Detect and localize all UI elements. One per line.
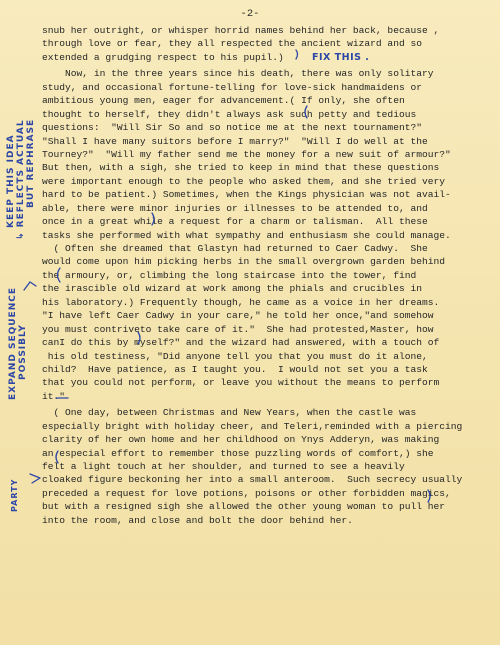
bracket-mark bbox=[305, 106, 307, 118]
text-line: able, there were minor injuries or illnesses to be attended to, and bbox=[42, 202, 428, 214]
margin-note-possibly: POSSIBLY bbox=[18, 324, 28, 380]
text-line: extended a grudging respect to his pupil.) bbox=[42, 51, 284, 63]
text-line: felt a light touch at her shoulder, and turned to see a heavily bbox=[42, 461, 405, 472]
text-line: preceded a request for love potions, poisons or other forbidden magics, bbox=[42, 487, 451, 499]
text-line: clarity of her own home and her childhood on Ynys Adderyn, was making bbox=[42, 434, 440, 446]
text-line: it." bbox=[42, 390, 66, 402]
margin-note-party: PARTY bbox=[10, 478, 19, 512]
text-line: that you could not perform, or leave you without the means to perform bbox=[42, 377, 440, 389]
text-line: "I have left Caer Cadwy in your care," he told her once,"and somehow bbox=[42, 310, 434, 322]
text-line: But then, with a sigh, she tried to keep in mind that these questions bbox=[42, 162, 440, 174]
text-line: hard to be patient.) Sometimes, when the Kings physician was not avail- bbox=[42, 189, 451, 201]
text-line: "Shall I have many suitors before I marry?" "Will I do well at the bbox=[42, 135, 428, 147]
text-line: child? Have patience, as I taught you. I would not set you a task bbox=[42, 363, 428, 375]
text-line: cloaked figure beckoning her into a small anteroom. Such secrecy usually bbox=[42, 474, 463, 486]
text-line: but with a resigned sigh she allowed the other young woman to pull her bbox=[42, 501, 446, 513]
bracket-mark bbox=[56, 451, 58, 463]
text-line: questions: "Will Sir So and so notice me at the next tournament?" bbox=[42, 122, 422, 134]
text-line: into the room, and close and bolt the door behind her. bbox=[42, 514, 353, 526]
text-line: through love or fear, they all respected the ancient wizard and so bbox=[42, 38, 422, 50]
text-line: study, and occasional fortune-telling for love-sick handmaidens or bbox=[42, 81, 422, 93]
text-line: canI do this by myself?" and the wizard had answered, with a touch of bbox=[42, 337, 440, 349]
text-line: ( Often she dreamed that Glastyn had returned to Caer Cadwy. She bbox=[42, 243, 428, 254]
text-line: snub her outright, or whisper horrid names behind her back, because , bbox=[42, 25, 440, 36]
text-line: Tourney?" "Will my father send me the money for a new suit of armour?" bbox=[42, 148, 451, 160]
text-line: especially bright with holiday cheer, and Teleri,reminded with a piercing bbox=[42, 420, 463, 432]
arrow-mark bbox=[24, 282, 36, 290]
text-line: his laboratory.) Frequently though, he came as a voice in her dreams. bbox=[42, 296, 440, 308]
text-line: tasks she performed with what sympathy and enthusiasm she could manage. bbox=[42, 229, 451, 241]
bracket-mark bbox=[296, 50, 298, 59]
margin-note-rephrase: BUT REPHRASE bbox=[26, 118, 36, 208]
margin-note-reflects: ↳ REFLECTS ACTUAL bbox=[16, 119, 26, 240]
text-line: once in a great while a request for a charm or talisman. All these bbox=[42, 216, 428, 228]
inline-handwritten-note: FIX THIS . bbox=[312, 52, 370, 63]
text-line: Now, in the three years since his death, there was only solitary bbox=[42, 68, 434, 80]
arrow-mark bbox=[30, 474, 40, 483]
bracket-mark bbox=[138, 332, 140, 344]
text-line: were important enough to the people who asked them, and she tried very bbox=[42, 175, 446, 187]
text-line: ambitious young men, eager for advancement.( If only, she often bbox=[42, 95, 405, 107]
text-line: his old testiness, "Did anyone tell you that you must do it alone, bbox=[42, 350, 428, 362]
text-line: ( One day, between Christmas and New Years, when the castle was bbox=[42, 407, 417, 419]
margin-note-keep: KEEP THIS IDEA bbox=[6, 134, 16, 228]
text-line: you must contriveto take care of it." She had protested,Master, how bbox=[42, 323, 434, 335]
bracket-mark bbox=[152, 213, 154, 225]
text-line: the armoury, or, climbing the long staircase into the tower, find bbox=[42, 269, 417, 281]
text-line: would come upon him picking herbs in the small overgrown garden behind bbox=[42, 256, 446, 268]
bracket-mark bbox=[58, 268, 61, 282]
text-line: thought to herself, they didn't always ask such petty and tedious bbox=[42, 108, 417, 120]
page-number: -2- bbox=[240, 8, 260, 20]
text-line: the irascible old wizard at work among the phials and crucibles in bbox=[42, 283, 422, 295]
margin-note-expand: EXPAND SEQUENCE bbox=[8, 287, 18, 400]
text-line: an especial effort to remember those puzzling words of comfort,) she bbox=[42, 447, 434, 459]
bracket-mark bbox=[428, 490, 430, 502]
